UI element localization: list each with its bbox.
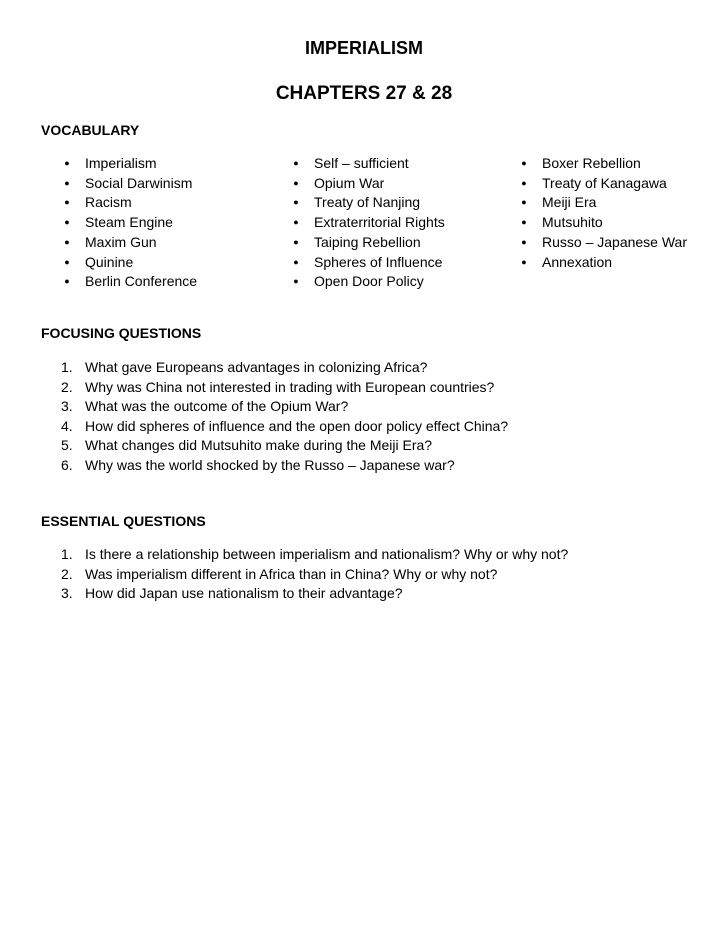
bullet-icon: ●: [521, 236, 527, 247]
question-item: 4. How did spheres of influence and the open door policy effect China?: [61, 417, 509, 434]
bullet-icon: ●: [64, 256, 70, 267]
vocab-item: ● Steam Engine: [61, 213, 197, 233]
question-item: 3. What was the outcome of the Opium War?: [61, 398, 349, 415]
bullet-icon: ●: [64, 177, 70, 188]
question-item: 6. Why was the world shocked by the Russo – Japanese war?: [61, 456, 455, 473]
vocab-item: ● Annexation: [518, 253, 687, 273]
bullet-icon: ●: [64, 158, 70, 168]
bullet-icon: ●: [521, 177, 527, 188]
bullet-icon: ●: [64, 276, 70, 287]
vocab-item: ● Imperialism: [61, 154, 197, 174]
vocab-item: ● Treaty of Kanagawa: [518, 174, 687, 194]
bullet-icon: ●: [293, 276, 299, 287]
focusing-questions-list: [61, 358, 508, 476]
bullet-icon: ●: [64, 197, 70, 208]
vocabulary-column-1: [61, 154, 197, 292]
bullet-icon: ●: [521, 158, 527, 168]
bullet-icon: ●: [293, 177, 299, 188]
vocab-item: ● Racism: [61, 193, 197, 213]
vocab-item: ● Meiji Era: [518, 193, 687, 213]
vocabulary-column-2: [290, 154, 445, 292]
question-item: 3. How did Japan use nationalism to their advantage?: [61, 585, 403, 602]
question-item: 1. Is there a relationship between imperialism and nationalism? Why or why not?: [61, 546, 569, 562]
essential-questions-list: [61, 545, 568, 604]
question-item: 1. What gave Europeans advantages in colonizing Africa?: [61, 359, 428, 375]
vocab-item: ● Taiping Rebellion: [290, 233, 445, 253]
bullet-icon: ●: [64, 217, 70, 228]
vocabulary-column-3: [518, 154, 687, 272]
essential-questions-heading: ESSENTIAL QUESTIONS: [41, 513, 206, 529]
vocabulary-heading: VOCABULARY: [41, 122, 140, 138]
vocab-item: ● Social Darwinism: [61, 174, 197, 194]
vocab-item: ● Russo – Japanese War: [518, 233, 687, 253]
document-title: IMPERIALISM: [304, 38, 423, 58]
question-item: 2. Why was China not interested in trading with European countries?: [61, 378, 495, 395]
vocab-item: ● Maxim Gun: [61, 233, 197, 253]
question-item: 2. Was imperialism different in Africa than in China? Why or why not?: [61, 565, 498, 582]
vocab-item: ● Berlin Conference: [61, 272, 197, 292]
vocab-item: ● Treaty of Nanjing: [290, 193, 445, 213]
vocab-item: ● Boxer Rebellion: [518, 154, 687, 174]
question-item: 5. What changes did Mutsuhito make during the Meiji Era?: [61, 437, 433, 454]
vocab-item: ● Opium War: [290, 174, 445, 194]
vocab-item: ● Mutsuhito: [518, 213, 687, 233]
bullet-icon: ●: [521, 256, 527, 267]
bullet-icon: ●: [293, 217, 299, 228]
focusing-questions-heading: FOCUSING QUESTIONS: [41, 325, 202, 341]
bullet-icon: ●: [293, 158, 299, 168]
vocab-item: ● Extraterritorial Rights: [290, 213, 445, 233]
bullet-icon: ●: [293, 197, 299, 208]
document-subtitle: CHAPTERS 27 & 28: [275, 83, 453, 104]
vocab-item: ● Quinine: [61, 253, 197, 273]
bullet-icon: ●: [521, 217, 527, 228]
vocab-item: ● Open Door Policy: [290, 272, 445, 292]
bullet-icon: ●: [64, 236, 70, 247]
bullet-icon: ●: [293, 256, 299, 267]
vocab-item: ● Self – sufficient: [290, 154, 445, 174]
bullet-icon: ●: [293, 236, 299, 247]
bullet-icon: ●: [521, 197, 527, 208]
vocab-item: ● Spheres of Influence: [290, 253, 445, 273]
